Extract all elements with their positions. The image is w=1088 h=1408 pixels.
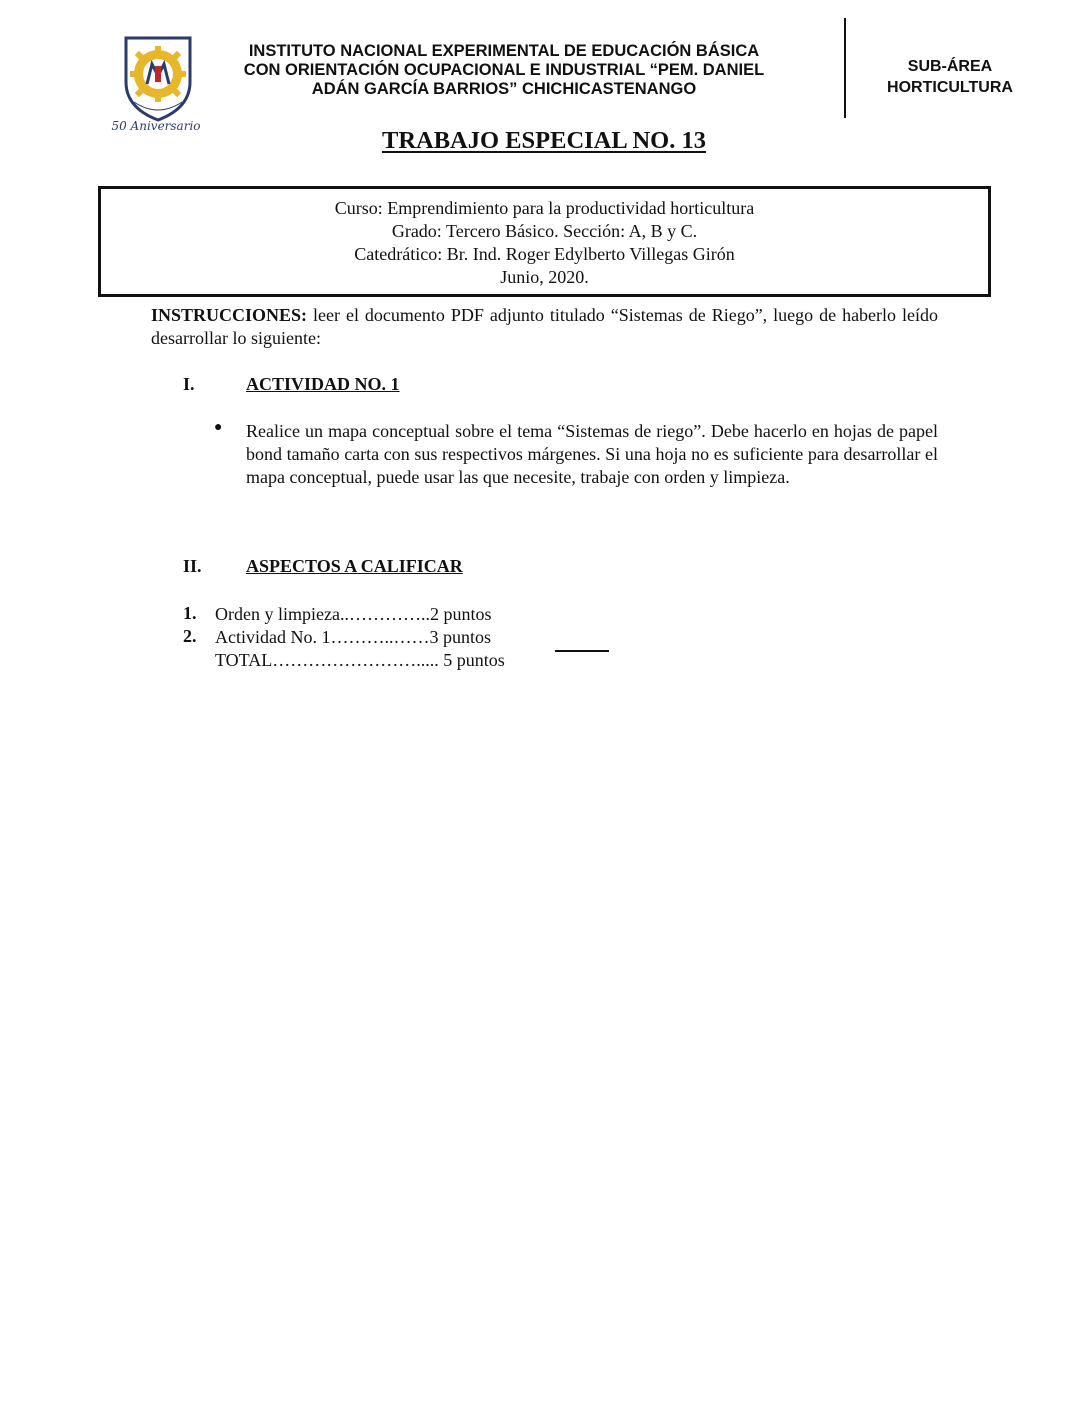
institution-line: ADÁN GARCÍA BARRIOS” CHICHICASTENANGO [311, 80, 697, 98]
document-title: TRABAJO ESPECIAL NO. 13 [381, 127, 706, 154]
section-2-number: II. [183, 556, 202, 576]
course-info-line: Grado: Tercero Básico. Sección: A, B y C. [391, 221, 698, 241]
instructions-label: INSTRUCCIONES: [151, 305, 308, 325]
subarea-line: HORTICULTURA [887, 79, 1013, 96]
institution-line: CON ORIENTACIÓN OCUPACIONAL E INDUSTRIAL “PEM. DANIEL [243, 61, 765, 79]
subarea-label [862, 56, 1038, 98]
activity-description: Realice un mapa conceptual sobre el tema “Sistemas de riego”. Debe hacerlo en hojas de papel bond tamaño carta con sus respectivos márgenes. Si una hoja no es suficiente para desarrollar el mapa conceptual, puede usar las que necesite, trabaje con orden y limpieza. [246, 421, 938, 487]
course-info-line: Junio, 2020. [500, 267, 589, 287]
criterion-number: 2. [183, 626, 197, 646]
course-info-line: Curso: Emprendimiento para la productividad horticultura [334, 198, 755, 218]
sum-underline [555, 650, 609, 652]
criterion-text: Orden y limpieza..…………..2 puntos [215, 604, 492, 624]
criterion-text: Actividad No. 1………..……3 puntos [215, 627, 491, 647]
subarea-line: SUB-ÁREA [907, 58, 993, 75]
course-info-line: Catedrático: Br. Ind. Roger Edylberto Villegas Girón [354, 244, 735, 264]
course-info-box [98, 186, 991, 297]
school-logo-icon [122, 32, 194, 122]
section-1-number: I. [183, 374, 195, 394]
instructions-paragraph [151, 304, 938, 350]
header-divider [844, 18, 846, 118]
anniversary-caption: 50 Aniversario [111, 119, 201, 133]
instructions-text: leer el documento PDF adjunto titulado “Sistemas de Riego”, luego de haberlo leído desarrollar lo siguiente: [151, 305, 938, 348]
section-2-title: ASPECTOS A CALIFICAR [246, 556, 463, 576]
bullet-icon: ● [214, 420, 223, 435]
section-1-title: ACTIVIDAD NO. 1 [246, 374, 400, 394]
total-line: TOTAL……………………..... 5 puntos [215, 650, 505, 670]
institution-name [214, 42, 794, 99]
criterion-number: 1. [183, 603, 197, 623]
institution-line: INSTITUTO NACIONAL EXPERIMENTAL DE EDUCACIÓN BÁSICA [248, 42, 760, 60]
